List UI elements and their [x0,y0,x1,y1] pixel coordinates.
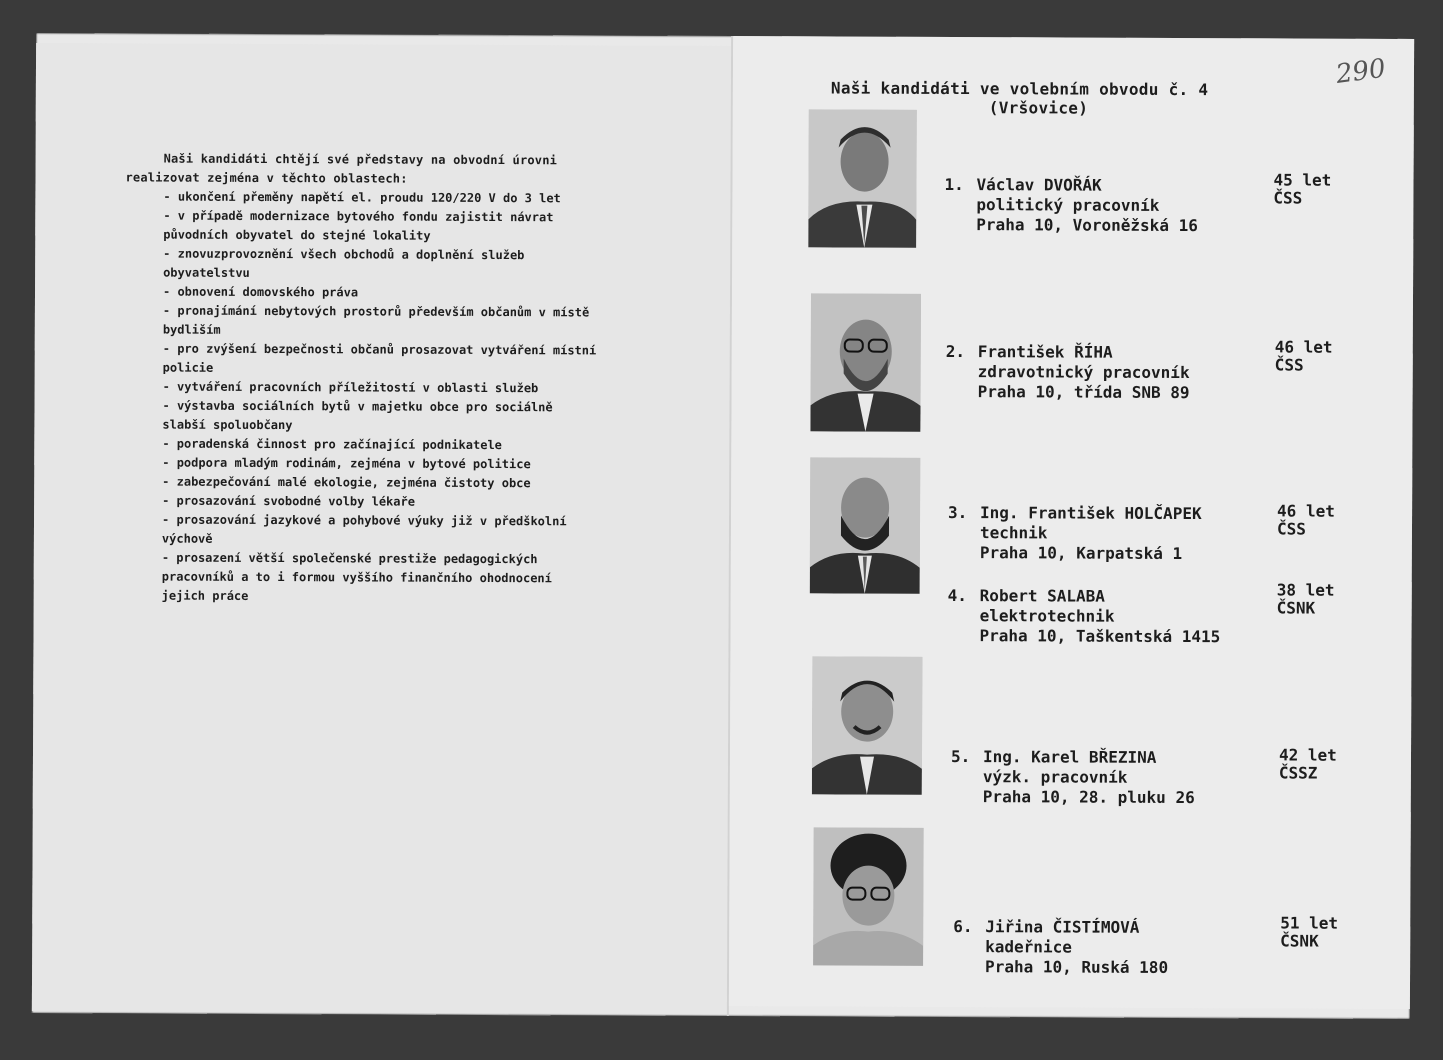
candidate-address: Praha 10, Voroněžská 16 [976,215,1198,236]
candidate-address: Praha 10, Taškentská 1415 [979,626,1221,647]
left-page [32,43,731,1014]
candidate-number: 1. [944,174,964,195]
bullet-item: - prosazení větší společenské prestiže pedagogických [161,550,538,567]
candidate-name: Václav DVOŘÁK [976,175,1102,195]
bullet-item: - prosazování jazykové a pohybové výuky již v předškolní [161,512,567,529]
candidate-occupation: technik [979,523,1048,543]
bullet-item: - ukončení přeměny napětí el. proudu 120/220 V do 3 let [163,189,561,206]
candidate-text [950,746,1195,808]
candidate-age: 46 let [1277,501,1335,521]
handwritten-page-number: 290 [1334,53,1388,90]
bullet-item: obyvatelstvu [163,265,250,280]
right-page [729,36,1414,1009]
candidate-name: Ing. Karel BŘEZINA [982,747,1157,767]
candidate-age: 46 let [1274,337,1333,357]
candidate-number: 2. [945,341,966,362]
bullet-item: - podpora mladým rodinám, zejména v bytové politice [162,455,531,472]
candidate-party: ČSS [1276,519,1306,539]
candidate-occupation: výzk. pracovník [982,767,1128,787]
candidate-name: Robert SALABA [979,586,1105,606]
candidate-address: Praha 10, 28. pluku 26 [982,787,1195,808]
bullet-item: - prosazování svobodné volby lékaře [162,493,416,509]
bullet-item: výchově [161,531,213,546]
candidate-occupation: kadeřnice [985,937,1072,957]
candidate-number: 3. [948,502,968,523]
candidate-occupation: elektrotechnik [979,606,1115,626]
candidate-party: ČSS [1273,188,1303,208]
candidate-photo [808,109,917,247]
candidate-number: 5. [950,746,971,767]
page-heading: Naši kandidáti ve volebním obvodu č. 4 [830,78,1209,100]
candidate-name: Ing. František HOLČAPEK [980,503,1202,524]
candidate-photo [810,293,921,431]
candidate-address: Praha 10, Karpatská 1 [979,543,1183,564]
bullet-item: - vytváření pracovních příležitostí v oblasti služeb [162,379,539,396]
candidate-meta [1277,581,1335,617]
candidate-meta [1279,746,1337,782]
candidate-name: František ŘÍHA [977,342,1113,362]
candidate-party: ČSS [1274,355,1304,375]
bullet-item: slabší spoluobčany [162,417,293,433]
candidate-address: Praha 10, Ruská 180 [985,957,1169,977]
candidate-text [945,341,1190,403]
candidate-number: 4. [947,585,968,606]
candidate-meta [1273,171,1331,207]
candidate-meta [1280,914,1338,950]
candidate-occupation: zdravotnický pracovník [977,362,1190,383]
bullet-item: - poradenská činnost pro začínající podnikatele [162,436,502,453]
candidate-photo [810,457,921,593]
bullet-item: - obnovení domovského práva [162,284,359,300]
candidate-text [948,502,1202,564]
intro-line-2: realizovat zejména v těchto oblastech: [125,170,408,186]
candidate-text [947,585,1221,647]
candidate-name: Jiřina ČISTÍMOVÁ [985,917,1140,937]
candidate-meta [1277,502,1335,538]
page-subheading: (Vršovice) [988,98,1089,118]
candidate-age: 38 let [1276,580,1335,600]
bullet-item: - pronajímání nebytových prostorů především občanům v místě [162,303,590,320]
candidate-text [953,917,1169,978]
bullet-item: - výstavba sociálních bytů v majetku obce pro sociálně [162,398,553,415]
bullet-item: - znovuzprovoznění všech obchodů a doplnění služeb [163,246,525,263]
candidate-text [944,174,1198,236]
bullet-item: - pro zvýšení bezpečnosti občanů prosazovat vytváření místní [162,341,597,358]
scanned-sheet [32,33,1414,1019]
candidate-age: 42 let [1278,745,1337,765]
candidate-party: ČSNK [1280,931,1319,951]
candidate-address: Praha 10, třída SNB 89 [977,382,1190,403]
candidate-party: ČSSZ [1278,763,1318,783]
bullet-item: policie [162,360,214,375]
candidate-party: ČSNK [1276,598,1316,618]
bullet-item: - zabezpečování malé ekologie, zejména čistoty obce [162,474,531,491]
candidate-age: 45 let [1273,170,1332,190]
bullet-item: jejich práce [161,588,249,603]
candidate-meta [1275,338,1333,374]
bullet-item: - v případě modernizace bytového fondu zajistit návrat [163,208,554,225]
candidate-photo [812,656,923,794]
candidate-number: 6. [953,917,973,937]
bullet-item: bydliším [162,322,221,337]
bullet-item: pracovníků a to i formou vyššího finančního ohodnocení [161,569,552,586]
candidate-age: 51 let [1280,913,1339,933]
bullet-item: původních obyvatel do stejné lokality [163,227,431,243]
candidate-photo [813,827,924,965]
intro-line-1: Naši kandidáti chtějí své představy na obvodní úrovni [163,151,558,168]
candidate-occupation: politický pracovník [976,195,1160,215]
